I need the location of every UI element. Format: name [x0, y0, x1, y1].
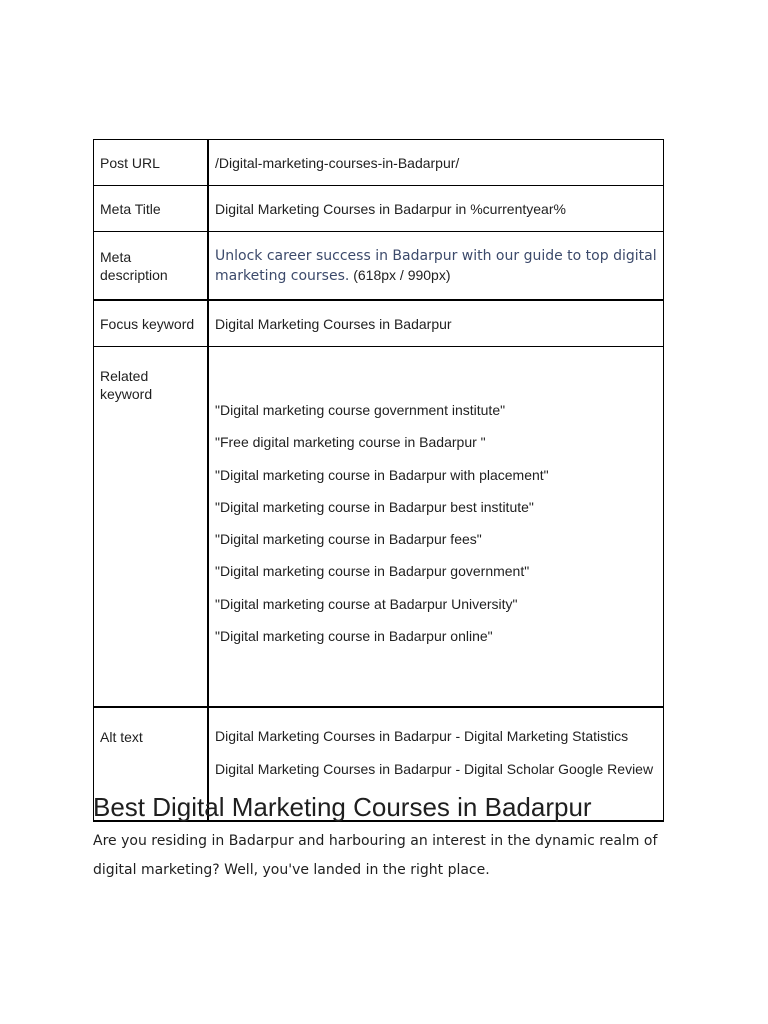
list-item: Digital Marketing Courses in Badarpur - Digital Scholar Google Review	[215, 761, 654, 777]
list-item: "Digital marketing course government institute"	[215, 402, 506, 418]
focus-keyword-label: Focus keyword	[94, 300, 209, 347]
meta-description-cell	[208, 232, 664, 301]
post-url-label: Post URL	[94, 140, 209, 186]
table-row-meta-description	[94, 232, 664, 301]
related-keyword-label: Related keyword	[94, 347, 209, 708]
list-item: "Digital marketing course in Badarpur online"	[215, 628, 493, 645]
list-item: "Digital marketing course at Badarpur University"	[215, 595, 518, 612]
meta-title-label: Meta Title	[94, 186, 209, 232]
list-item: "Digital marketing course in Badarpur fees"	[215, 531, 482, 548]
alt-text-list	[215, 727, 657, 778]
table-row-post-url	[94, 140, 664, 186]
list-item: "Digital marketing course in Badarpur government"	[215, 563, 530, 580]
post-url-value: /Digital-marketing-courses-in-Badarpur/	[208, 140, 664, 186]
meta-description-value: Unlock career success in Badarpur with our guide to top digital marketing courses.	[215, 247, 657, 284]
table-row-focus-keyword	[94, 300, 664, 347]
list-item: "Digital marketing course in Badarpur best institute"	[215, 498, 534, 515]
table-row-meta-title	[94, 186, 664, 232]
seo-metadata-table	[93, 139, 664, 822]
list-item: "Free digital marketing course in Badarpur "	[215, 434, 486, 451]
meta-title-value: Digital Marketing Courses in Badarpur in %currentyear%	[208, 186, 664, 232]
related-keyword-cell	[208, 347, 664, 708]
article-intro-paragraph: Are you residing in Badarpur and harbouring an interest in the dynamic realm of digital marketing? Well, you've landed in the right place.	[93, 833, 658, 878]
list-item: Digital Marketing Courses in Badarpur - Digital Marketing Statistics	[215, 728, 629, 744]
article-heading: Best Digital Marketing Courses in Badarpur	[93, 792, 592, 822]
focus-keyword-value: Digital Marketing Courses in Badarpur	[208, 300, 664, 347]
meta-description-label: Meta description	[94, 232, 209, 301]
meta-description-pixel-count: (618px / 990px)	[353, 266, 451, 283]
related-keyword-list	[215, 401, 657, 645]
alt-text-label: Alt text	[94, 707, 209, 821]
list-item: "Digital marketing course in Badarpur with placement"	[215, 466, 549, 483]
table-row-related-keyword	[94, 347, 664, 708]
